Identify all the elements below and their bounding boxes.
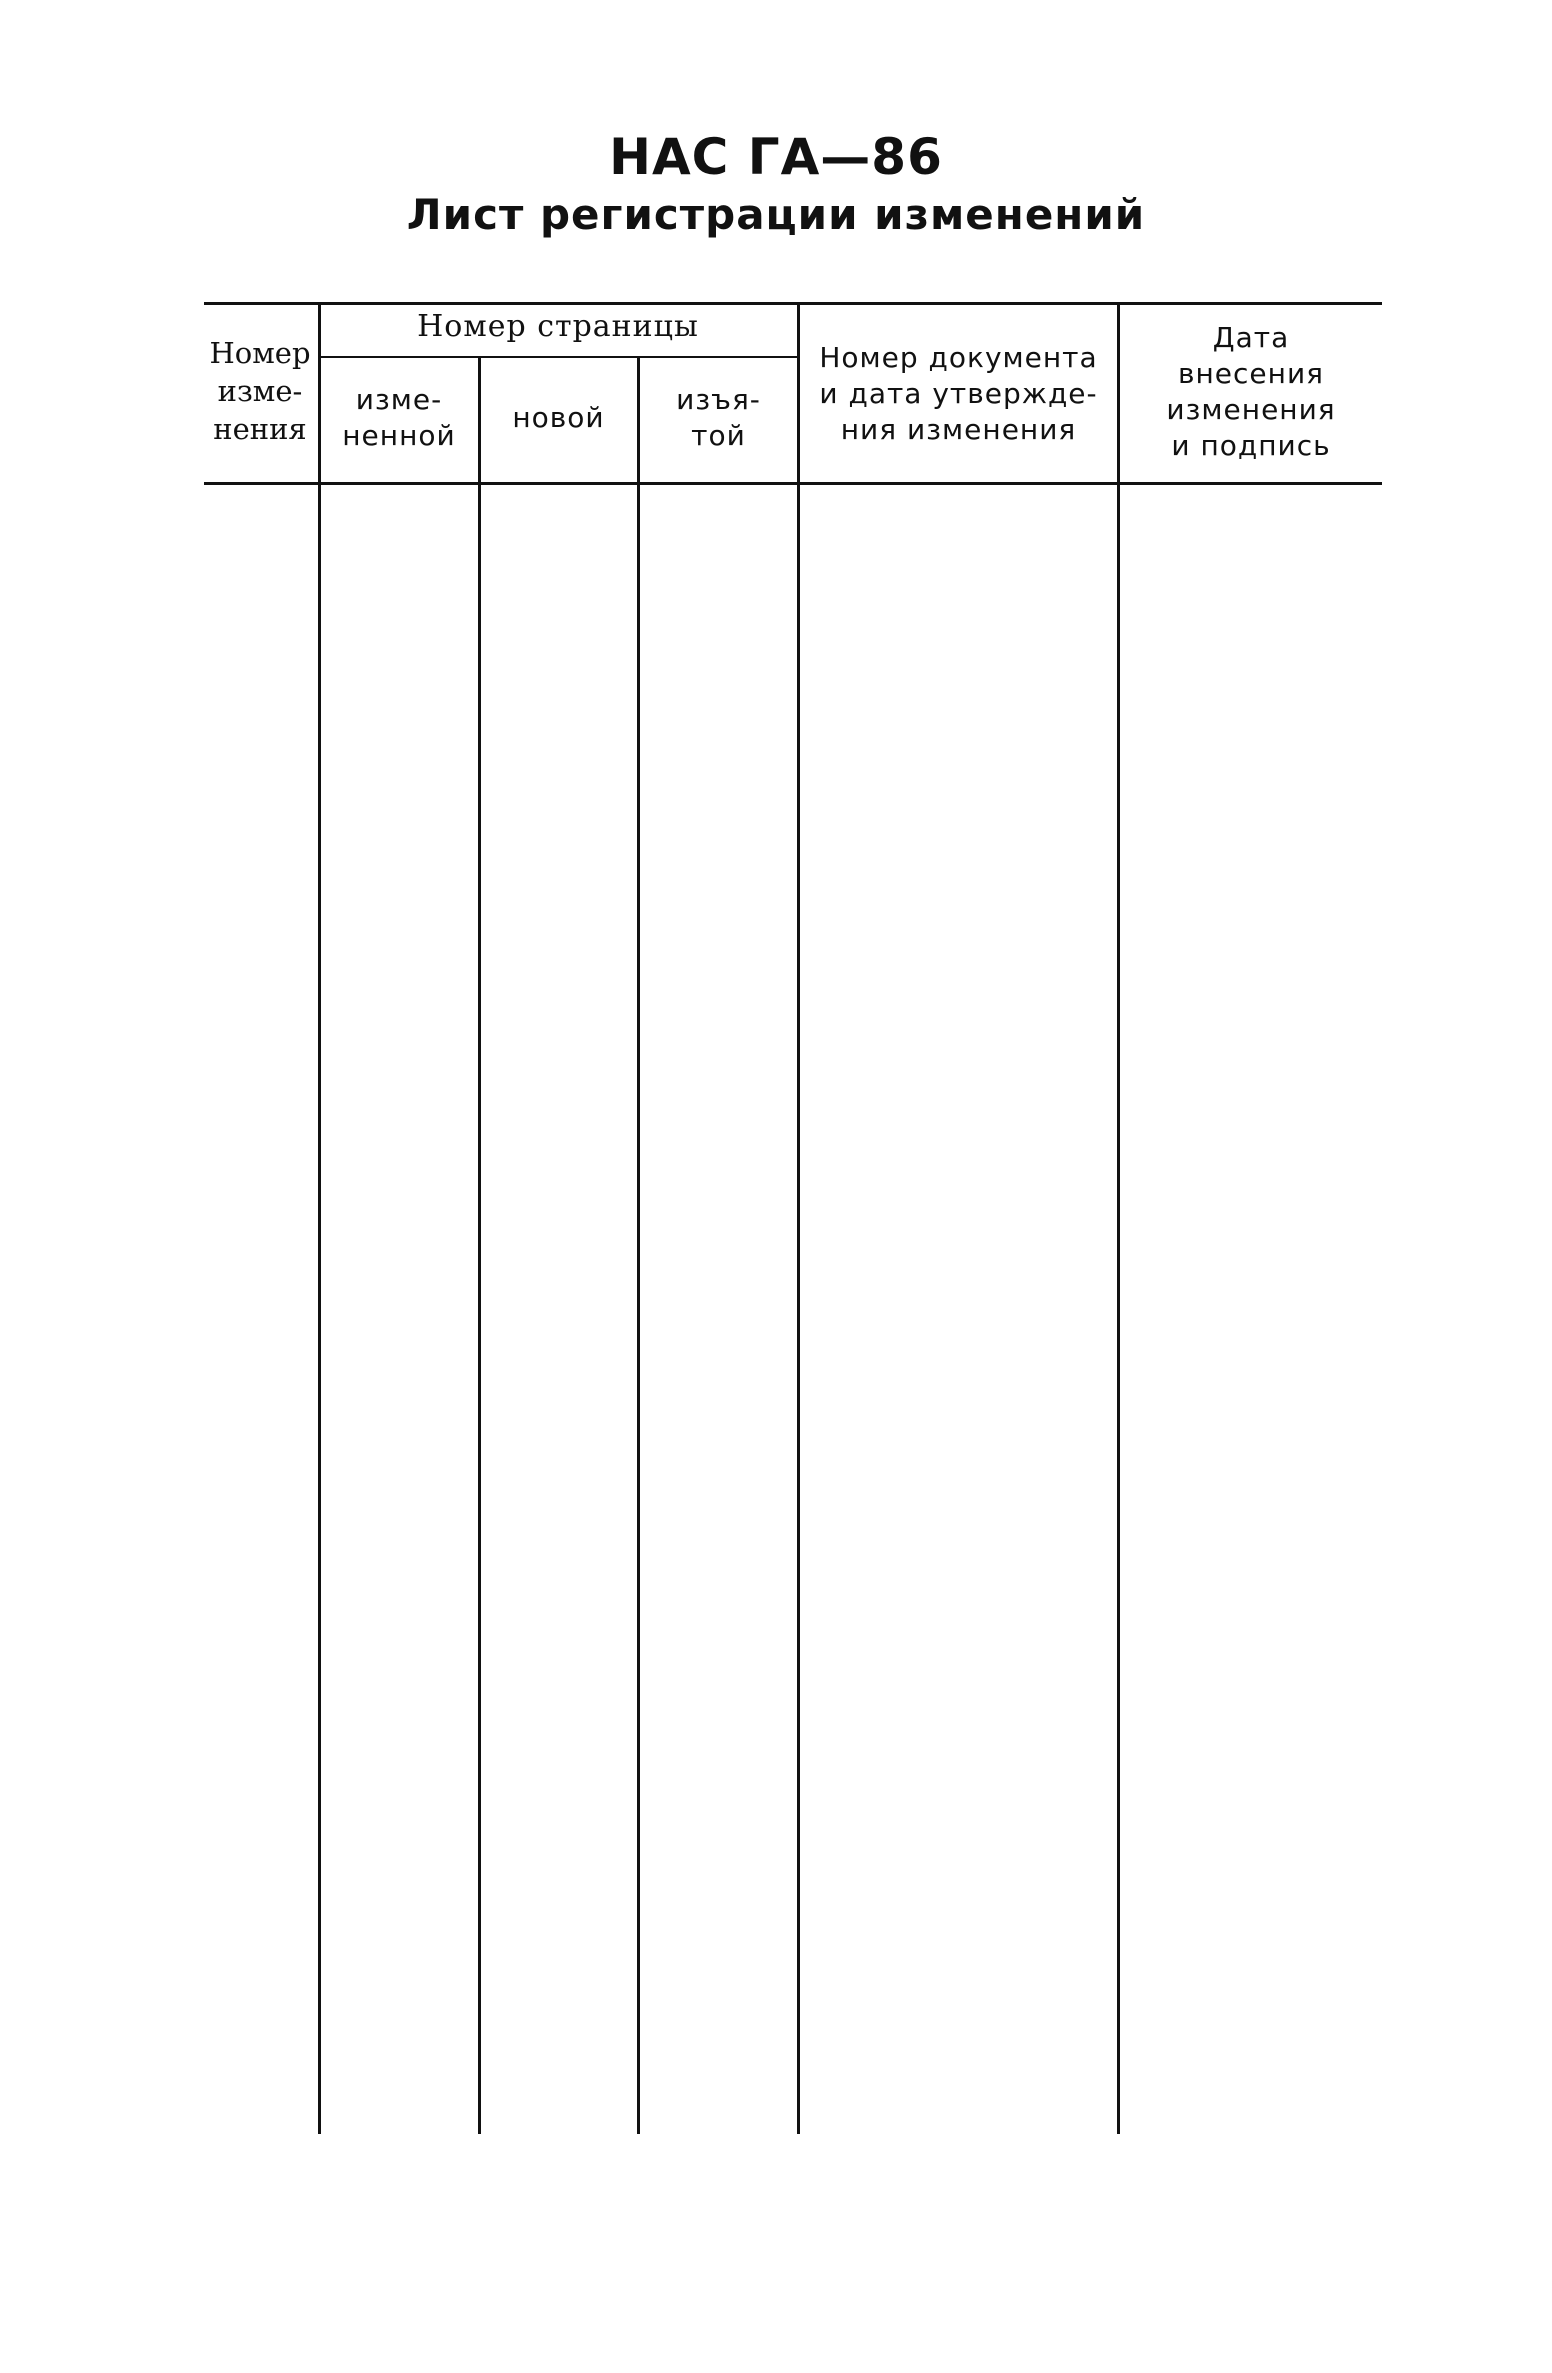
header-document-number-date: Номер документа и дата утвержде- ния изменения xyxy=(819,341,1098,446)
header-page-withdrawn: изъя- той xyxy=(676,383,761,452)
document-title: Лист регистрации изменений xyxy=(406,190,1146,239)
column-divider-2 xyxy=(478,356,481,2134)
header-page-new: новой xyxy=(512,401,605,434)
column-divider-1 xyxy=(318,302,321,2134)
column-divider-3 xyxy=(637,356,640,2134)
column-divider-4 xyxy=(797,302,800,2134)
header-page-number-group: Номер страницы xyxy=(417,309,699,344)
header-page-changed: изме- ненной xyxy=(342,383,456,452)
document-code: НАС ГА—86 xyxy=(609,128,943,186)
page-number-subheader-rule xyxy=(318,356,798,358)
table-top-border xyxy=(204,302,1382,305)
table-header-bottom-border xyxy=(204,482,1382,485)
header-date-signature: Дата внесения изменения и подпись xyxy=(1166,321,1336,462)
column-divider-5 xyxy=(1117,302,1120,2134)
header-change-number: Номер изме- нения xyxy=(209,336,311,446)
